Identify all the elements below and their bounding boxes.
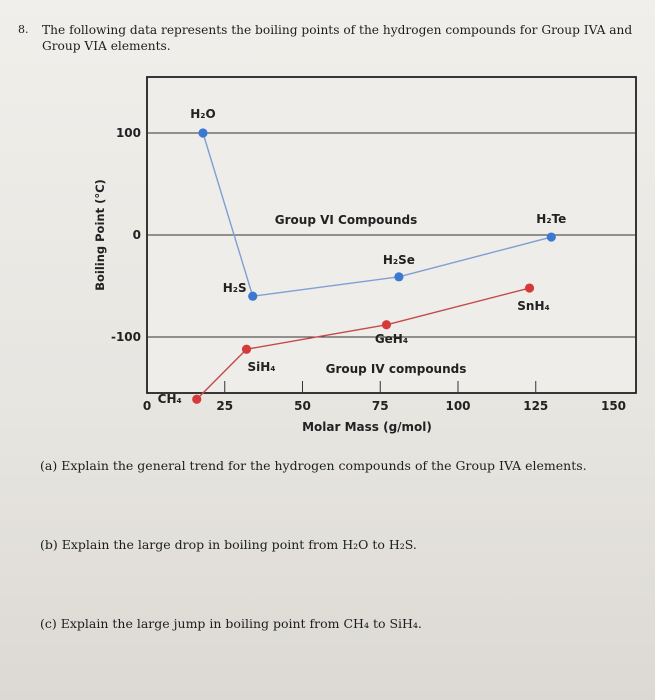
series-label-group-iv: Group IV compounds bbox=[325, 362, 467, 376]
x-tick-label-4: 100 bbox=[445, 399, 471, 413]
data-point-1-3 bbox=[525, 283, 534, 292]
question-a bbox=[40, 458, 587, 473]
question-b-label: (b) bbox=[40, 537, 58, 552]
question-c bbox=[40, 616, 422, 631]
question-b-text: Explain the large drop in boiling point from H₂O to H₂S. bbox=[61, 537, 417, 552]
point-label-0-0: H₂O bbox=[190, 107, 216, 121]
x-tick-label-6: 150 bbox=[600, 399, 627, 413]
y-tick-label-2: -100 bbox=[110, 330, 141, 344]
data-point-0-0 bbox=[198, 128, 207, 137]
data-point-0-1 bbox=[248, 292, 257, 301]
question-a-text: Explain the general trend for the hydrogen compounds of the Group IVA elements. bbox=[61, 458, 587, 473]
problem-number: 8. bbox=[18, 23, 29, 36]
data-point-1-2 bbox=[382, 320, 391, 329]
point-label-0-3: H₂Te bbox=[536, 212, 567, 227]
data-point-1-0 bbox=[192, 395, 201, 404]
x-tick-label-0: 0 bbox=[142, 399, 152, 413]
data-point-0-2 bbox=[394, 272, 403, 281]
question-c-text: Explain the large jump in boiling point from CH₄ to SiH₄. bbox=[60, 616, 422, 631]
point-label-1-1: SiH₄ bbox=[247, 360, 276, 375]
point-label-1-2: GeH₄ bbox=[374, 331, 409, 346]
question-c-label: (c) bbox=[40, 616, 57, 631]
point-label-1-0: CH₄ bbox=[157, 392, 182, 407]
x-tick-label-2: 50 bbox=[294, 399, 311, 413]
x-axis-label: Molar Mass (g/mol) bbox=[302, 420, 432, 434]
data-point-1-1 bbox=[242, 345, 251, 354]
y-tick-label-1: 0 bbox=[132, 228, 141, 242]
y-tick-label-0: 100 bbox=[115, 126, 141, 140]
x-tick-label-3: 75 bbox=[371, 399, 389, 413]
point-label-0-2: H₂Se bbox=[382, 252, 415, 267]
x-tick-label-1: 25 bbox=[216, 399, 234, 413]
data-point-0-3 bbox=[547, 232, 556, 241]
y-axis-label: Boiling Point (°C) bbox=[93, 179, 107, 291]
problem-intro-text: The following data represents the boiling points of the hydrogen compounds for Group IVA and Group VIA elements. bbox=[42, 23, 633, 53]
x-tick-label-5: 125 bbox=[523, 399, 549, 413]
point-label-1-3: SnH₄ bbox=[517, 299, 550, 314]
series-label-group-vi: Group VI Compounds bbox=[274, 213, 418, 227]
question-b bbox=[40, 537, 417, 552]
point-label-0-1: H₂S bbox=[222, 281, 247, 296]
question-a-label: (a) bbox=[40, 458, 58, 473]
